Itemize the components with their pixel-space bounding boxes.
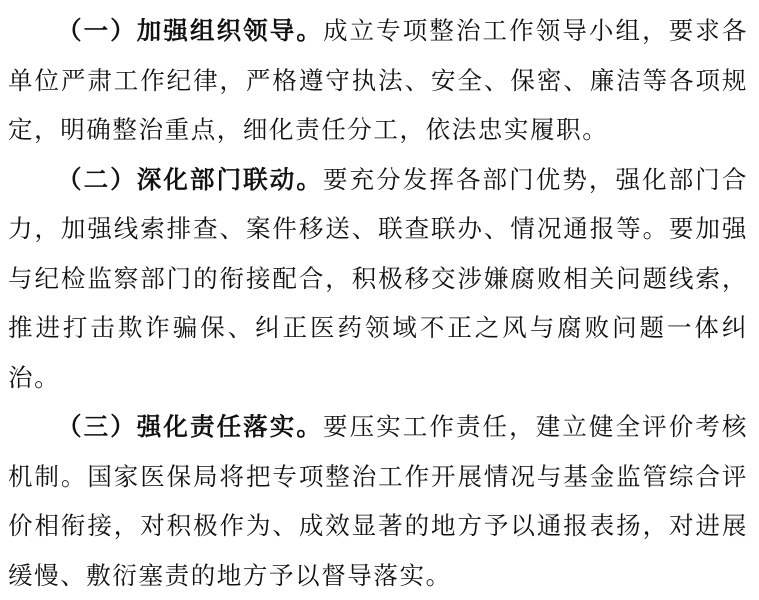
paragraph-heading: （一）加强组织领导。 bbox=[57, 16, 323, 45]
paragraph-heading: （三）强化责任落实。 bbox=[57, 412, 323, 441]
document-body bbox=[8, 6, 748, 600]
paragraph-text: 要充分发挥各部门优势，强化部门合力，加强线索排查、案件移送、联查联办、情况通报等。要加强与纪检监察部门的衔接配合，积极移交涉嫌腐败相关问题线索，推进打击欺诈骗保、纠正医药领域不正之风与腐败问题一体纠治。 bbox=[8, 164, 749, 392]
paragraph-text: 成立专项整治工作领导小组，要求各单位严肃工作纪律，严格遵守执法、安全、保密、廉洁等各项规定，明确整治重点，细化责任分工，依法忠实履职。 bbox=[8, 16, 749, 144]
paragraph-organization-leadership bbox=[8, 6, 748, 155]
paragraph-text: 要压实工作责任，建立健全评价考核机制。国家医保局将把专项整治工作开展情况与基金监管综合评价相衔接，对积极作为、成效显著的地方予以通报表扬，对进展缓慢、敷衍塞责的地方予以督导落实。 bbox=[8, 412, 749, 590]
paragraph-responsibility-implementation bbox=[8, 402, 748, 600]
paragraph-department-coordination bbox=[8, 155, 748, 403]
paragraph-heading: （二）深化部门联动。 bbox=[57, 164, 323, 194]
